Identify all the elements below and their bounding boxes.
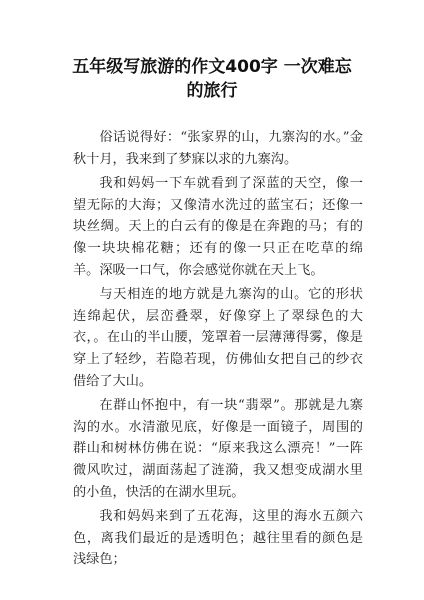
- paragraph: 我和妈妈一下车就看到了深蓝的天空，像一望无际的大海；又像清水洗过的蓝宝石；还像一块丝绸。天上的白云有的像是在奔跑的马；有的像一块块棉花糖；还有的像一只正在吃草的绵羊。深吸一口气，你会感觉你就在天上飞。: [73, 176, 363, 278]
- paragraph: 与天相连的地方就是九寨沟的山。它的形状连绵起伏，层峦叠翠，好像穿上了翠绿色的大衣，。在山的半山腰，笼罩着一层薄薄得雾，像是穿上了轻纱，若隐若现，仿佛仙女把自己的纱衣借给了大山。: [73, 287, 363, 389]
- article-body: [73, 127, 363, 574]
- paragraph: 在群山怀抱中，有一块“翡翠”。那就是九寨沟的水。水清澈见底，好像是一面镜子，周围的群山和树林仿佛在说：“原来我这么漂亮！”一阵微风吹过，湖面荡起了涟漪，我又想变成湖水里的小鱼，快活的在湖水里玩。: [73, 398, 363, 500]
- title-line-2: 的旅行: [186, 81, 238, 101]
- paragraph: 我和妈妈来到了五花海，这里的海水五颜六色，离我们最近的是透明色；越往里看的颜色是浅绿色；: [73, 509, 363, 568]
- page-title: [40, 55, 384, 103]
- title-line-1: 五年级写旅游的作文400字 一次难忘: [72, 57, 352, 77]
- paragraph: 俗话说得好：“张家界的山，九寨沟的水。”金秋十月，我来到了梦寐以求的九寨沟。: [73, 130, 363, 167]
